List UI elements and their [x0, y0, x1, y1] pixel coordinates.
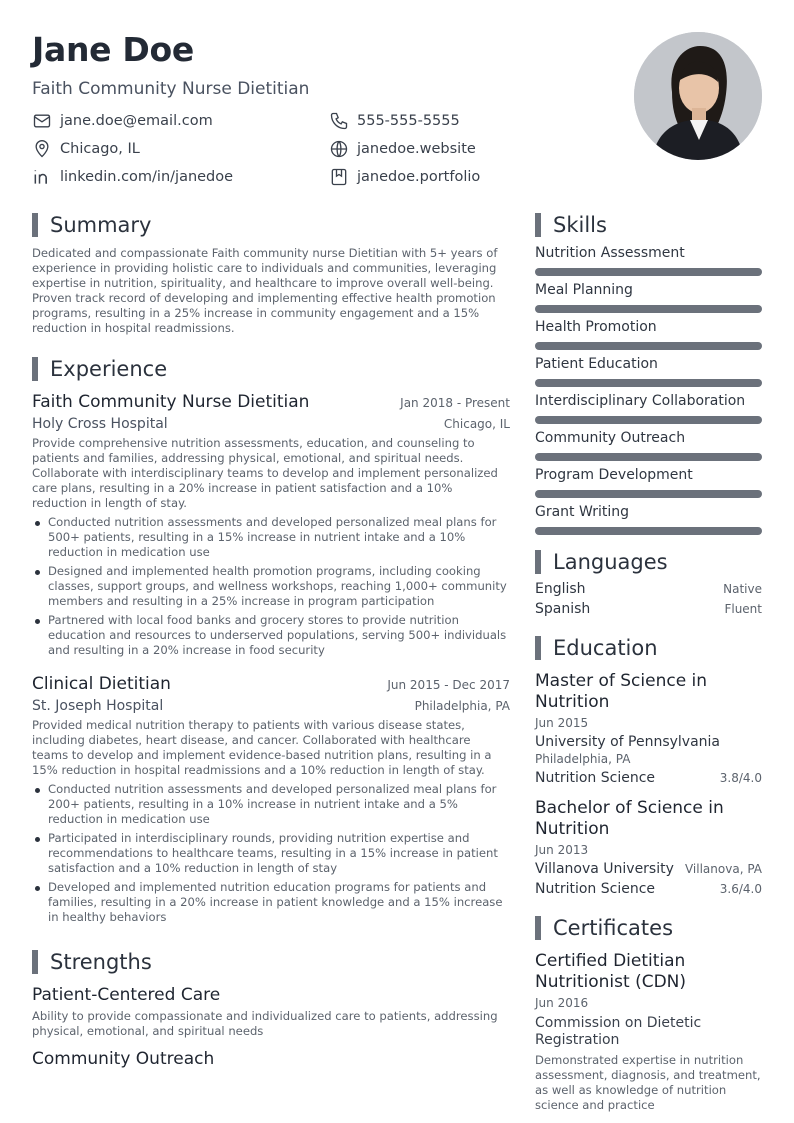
heading-accent-bar: [535, 213, 541, 237]
strengths-heading: [32, 949, 510, 975]
job-bullet: Conducted nutrition assessments and developed personalized meal plans for 500+ patients, resulting in a 15% increase in nutrient intake and a 10% reduction in medication use: [32, 515, 510, 560]
summary-text: Dedicated and compassionate Faith community nurse Dietitian with 5+ years of experience in providing holistic care to individuals and communities, leveraging expertise in nutrition, spirituality, and healthcare to improve overall well-being. Proven track record of developing and implementing effective health promotion programs, resulting in a 25% increase in community engagement and a 15% reduction in hospital readmissions.: [32, 246, 498, 335]
languages-heading-text: Languages: [553, 550, 668, 574]
skill-label: Community Outreach: [535, 430, 686, 446]
job-company: St. Joseph Hospital: [32, 698, 164, 714]
job-location: Philadelphia, PA: [414, 699, 510, 713]
degree-date: Jun 2015: [535, 716, 589, 730]
contact-location: [32, 138, 329, 160]
job-title: Clinical Dietitian: [32, 674, 171, 694]
strength-item: [32, 1049, 510, 1069]
heading-accent-bar: [535, 916, 541, 940]
location-text: Chicago, IL: [60, 141, 140, 157]
strength-title: Patient-Centered Care: [32, 985, 221, 1005]
summary-heading-text: Summary: [50, 213, 152, 237]
language-level: Native: [723, 582, 762, 596]
right-column: [535, 212, 762, 1113]
job-description: Provided medical nutrition therapy to patients with various disease states, including diabetes, heart disease, and cancer. Collaborated with healthcare teams to develop and implement evidence-based nutrition plans, resulting in a 15% reduction in hospital readmissions and a 10% reduction in length of stay.: [32, 718, 492, 777]
school-location: Villanova, PA: [684, 862, 762, 876]
skill-label: Interdisciplinary Collaboration: [535, 393, 746, 409]
email-text: jane.doe@email.com: [60, 113, 213, 129]
degree-date: Jun 2013: [535, 843, 589, 857]
contact-list: [32, 110, 592, 188]
job-bullet: Conducted nutrition assessments and developed personalized meal plans for 200+ patients, resulting in a 10% increase in nutrient intake and a 5% reduction in medication use: [32, 782, 510, 827]
certificate-item: [535, 951, 762, 1113]
skills-heading: [535, 212, 762, 238]
heading-accent-bar: [32, 357, 38, 381]
contact-portfolio[interactable]: [329, 166, 589, 188]
experience-item: [32, 674, 510, 925]
skill-label: Nutrition Assessment: [535, 245, 685, 261]
certificates-heading: [535, 915, 762, 941]
skill-level-bar: [535, 490, 762, 498]
job-bullet: Developed and implemented nutrition education programs for patients and families, resulting in a 20% increase in patient knowledge and a 15% increase in healthy behaviors: [32, 880, 510, 925]
skill-level-bar: [535, 527, 762, 535]
skill-label: Program Development: [535, 467, 693, 483]
skill-label: Grant Writing: [535, 504, 629, 520]
heading-accent-bar: [32, 950, 38, 974]
strength-title: Community Outreach: [32, 1049, 215, 1069]
heading-accent-bar: [535, 636, 541, 660]
heading-accent-bar: [535, 550, 541, 574]
left-column: [32, 212, 510, 1069]
job-title: Faith Community Nurse Dietitian: [32, 392, 310, 412]
school-row: [535, 861, 762, 877]
linkedin-text: linkedin.com/in/janedoe: [60, 169, 234, 185]
linkedin-icon: [32, 167, 52, 187]
skill-item: [535, 503, 762, 535]
education-heading: [535, 635, 762, 661]
language-item: [535, 601, 762, 617]
language-item: [535, 581, 762, 597]
strength-description: Ability to provide compassionate and individualized care to patients, addressing physical, emotional, and spiritual needs: [32, 1009, 498, 1038]
strengths-heading-text: Strengths: [50, 950, 152, 974]
experience-heading: [32, 356, 510, 382]
skill-label: Patient Education: [535, 356, 658, 372]
job-date: Jun 2015 - Dec 2017: [387, 678, 510, 692]
candidate-name: Jane Doe: [32, 30, 194, 69]
skill-item: [535, 429, 762, 461]
certificate-date: Jun 2016: [535, 996, 589, 1010]
certificates-heading-text: Certificates: [553, 916, 674, 940]
skill-level-bar: [535, 268, 762, 276]
skill-level-bar: [535, 342, 762, 350]
skill-label: Meal Planning: [535, 282, 633, 298]
portfolio-text: janedoe.portfolio: [357, 169, 481, 185]
languages-list: [535, 581, 762, 617]
school-name: Villanova University: [535, 861, 674, 877]
job-bullet: Partnered with local food banks and grocery stores to provide nutrition education and resources to underserved populations, serving 500+ individuals and resulting in a 20% increase in food security: [32, 613, 510, 658]
summary-heading: [32, 212, 510, 238]
heading-accent-bar: [32, 213, 38, 237]
education-item: [535, 798, 762, 897]
language-name: Spanish: [535, 601, 591, 617]
phone-icon: [329, 111, 349, 131]
education-heading-text: Education: [553, 636, 658, 660]
degree-title: Master of Science in Nutrition: [535, 671, 708, 712]
field-of-study: Nutrition Science: [535, 770, 656, 786]
skill-item: [535, 392, 762, 424]
language-name: English: [535, 581, 586, 597]
skill-level-bar: [535, 305, 762, 313]
skill-item: [535, 318, 762, 350]
education-item: [535, 671, 762, 786]
certificate-issuer: Commission on Dietetic Registration: [535, 1015, 702, 1048]
job-bullet: Designed and implemented health promotion programs, including cooking classes, support groups, and wellness workshops, reaching 1,000+ community members and resulting in a 25% increase in program participation: [32, 564, 510, 609]
skill-item: [535, 466, 762, 498]
job-date: Jan 2018 - Present: [400, 396, 510, 410]
language-level: Fluent: [724, 602, 762, 616]
website-text: janedoe.website: [357, 141, 476, 157]
skill-label: Health Promotion: [535, 319, 657, 335]
phone-text: 555-555-5555: [357, 113, 460, 129]
experience-heading-text: Experience: [50, 357, 168, 381]
profile-photo: [634, 32, 762, 160]
field-row: [535, 881, 762, 897]
contact-phone[interactable]: [329, 110, 589, 132]
contact-website[interactable]: [329, 138, 589, 160]
job-bullets: [32, 515, 510, 658]
job-description: Provide comprehensive nutrition assessments, education, and counseling to patients and families, addressing physical, emotional, and spiritual needs. Collaborate with interdisciplinary teams to develop and implement personalized care plans, resulting in a 20% increase in patient satisfaction and a 10% reduction in length of stay.: [32, 436, 498, 510]
skill-item: [535, 281, 762, 313]
resume-header: [32, 30, 592, 188]
experience-item: [32, 392, 510, 658]
school-location: Philadelphia, PA: [535, 752, 631, 766]
field-row: [535, 770, 762, 786]
envelope-icon: [32, 111, 52, 131]
skills-list: [535, 244, 762, 535]
job-location: Chicago, IL: [443, 417, 510, 431]
contact-email[interactable]: [32, 110, 329, 132]
school-name: University of Pennsylvania: [535, 734, 720, 750]
bookmark-icon: [329, 167, 349, 187]
certificate-title: Certified Dietitian Nutritionist (CDN): [535, 951, 687, 992]
candidate-role: Faith Community Nurse Dietitian: [32, 79, 310, 99]
job-company: Holy Cross Hospital: [32, 416, 168, 432]
gpa: 3.8/4.0: [719, 771, 762, 785]
job-bullet: Participated in interdisciplinary rounds, providing nutrition expertise and recommendations to healthcare teams, resulting in a 15% increase in patient satisfaction and a 10% reduction in length of stay: [32, 831, 510, 876]
skill-item: [535, 355, 762, 387]
skill-level-bar: [535, 453, 762, 461]
languages-heading: [535, 549, 762, 575]
gpa: 3.6/4.0: [719, 882, 762, 896]
map-pin-icon: [32, 139, 52, 159]
skills-heading-text: Skills: [553, 213, 607, 237]
job-bullets: [32, 782, 510, 925]
contact-linkedin[interactable]: [32, 166, 329, 188]
field-of-study: Nutrition Science: [535, 881, 656, 897]
strength-item: [32, 985, 510, 1039]
degree-title: Bachelor of Science in Nutrition: [535, 798, 724, 839]
skill-item: [535, 244, 762, 276]
globe-icon: [329, 139, 349, 159]
certificate-description: Demonstrated expertise in nutrition assessment, diagnosis, and treatment, as well as knowledge of nutrition science and practice: [535, 1053, 761, 1112]
skill-level-bar: [535, 379, 762, 387]
skill-level-bar: [535, 416, 762, 424]
